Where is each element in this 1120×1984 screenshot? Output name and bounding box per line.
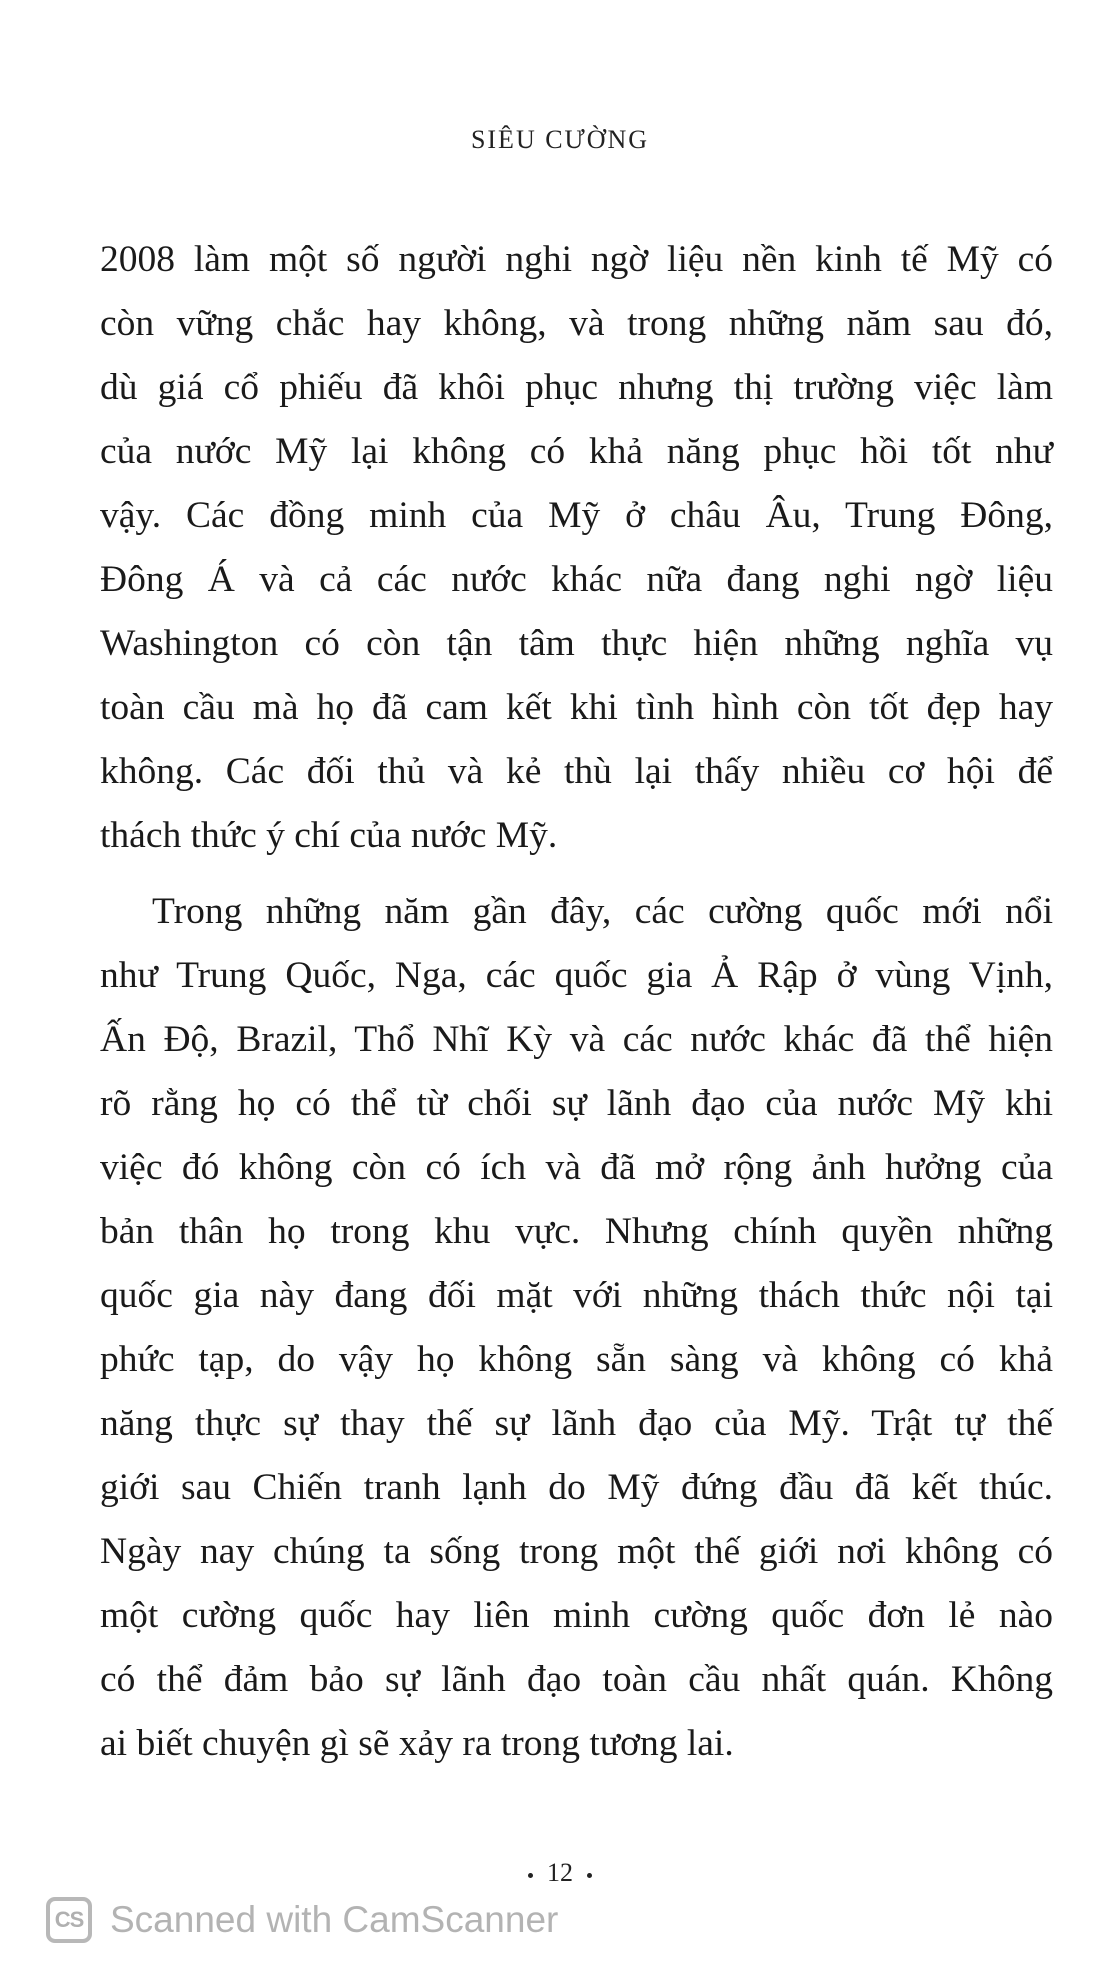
text-line: năng thực sự thay thế sự lãnh đạo của Mỹ. Trật tự thế: [100, 1403, 1053, 1444]
paragraph-2: [100, 880, 1053, 1776]
text-line: còn vững chắc hay không, và trong những năm sau đó,: [100, 303, 1053, 344]
text-line: rõ rằng họ có thể từ chối sự lãnh đạo của nước Mỹ khi: [100, 1083, 1053, 1124]
text-line: như Trung Quốc, Nga, các quốc gia Ả Rập ở vùng Vịnh,: [100, 955, 1053, 996]
text-line: việc đó không còn có ích và đã mở rộng ảnh hưởng của: [100, 1147, 1053, 1188]
camscanner-watermark: [46, 1897, 558, 1943]
watermark-text: Scanned with CamScanner: [110, 1899, 559, 1940]
bullet-icon: [587, 1873, 592, 1878]
text-line: Washington có còn tận tâm thực hiện những nghĩa vụ: [100, 623, 1053, 664]
text-line: 2008 làm một số người nghi ngờ liệu nền kinh tế Mỹ có: [100, 239, 1053, 280]
page-number-value: 12: [547, 1858, 573, 1887]
text-line: quốc gia này đang đối mặt với những thách thức nội tại: [100, 1275, 1053, 1316]
text-line: vậy. Các đồng minh của Mỹ ở châu Âu, Trung Đông,: [100, 495, 1053, 536]
text-line: một cường quốc hay liên minh cường quốc đơn lẻ nào: [100, 1595, 1053, 1636]
text-line: giới sau Chiến tranh lạnh do Mỹ đứng đầu đã kết thúc.: [100, 1467, 1053, 1508]
text-line: phức tạp, do vậy họ không sẵn sàng và không có khả: [100, 1339, 1053, 1380]
paragraph-1: [100, 228, 1053, 868]
text-line: Đông Á và cả các nước khác nữa đang nghi ngờ liệu: [100, 559, 1053, 600]
page-body: [100, 228, 1053, 1776]
text-line: có thể đảm bảo sự lãnh đạo toàn cầu nhất quán. Không: [100, 1659, 1053, 1700]
camscanner-logo-icon: CS: [46, 1897, 92, 1943]
text-line: Ngày nay chúng ta sống trong một thế giới nơi không có: [100, 1531, 1053, 1572]
text-line: của nước Mỹ lại không có khả năng phục hồi tốt như: [100, 431, 1053, 472]
text-line: thách thức ý chí của nước Mỹ.: [100, 815, 558, 856]
text-line: bản thân họ trong khu vực. Nhưng chính quyền những: [100, 1211, 1053, 1252]
text-line: Ấn Độ, Brazil, Thổ Nhĩ Kỳ và các nước khác đã thể hiện: [100, 1019, 1053, 1060]
text-line: không. Các đối thủ và kẻ thù lại thấy nhiều cơ hội để: [100, 751, 1053, 792]
text-line: ai biết chuyện gì sẽ xảy ra trong tương lai.: [100, 1723, 734, 1764]
text-line: Trong những năm gần đây, các cường quốc mới nổi: [152, 891, 1053, 932]
page-number: [0, 1858, 1120, 1888]
text-line: dù giá cổ phiếu đã khôi phục nhưng thị trường việc làm: [100, 367, 1053, 408]
text-line: toàn cầu mà họ đã cam kết khi tình hình còn tốt đẹp hay: [100, 687, 1053, 728]
bullet-icon: [528, 1873, 533, 1878]
running-header: SIÊU CƯỜNG: [470, 125, 650, 154]
